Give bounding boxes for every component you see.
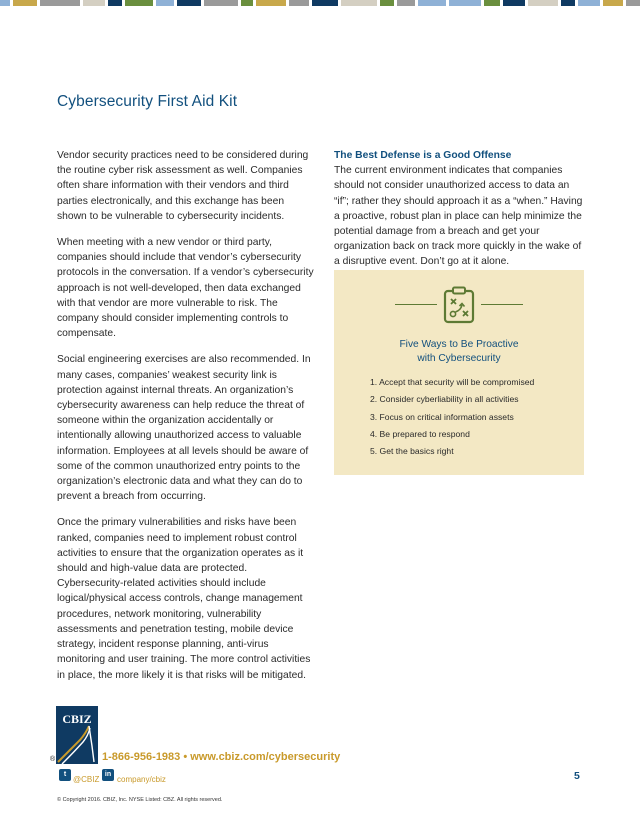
list-item: 5. Get the basics right <box>370 446 454 457</box>
stripe-segment <box>40 0 80 6</box>
stripe-segment <box>484 0 500 6</box>
stripe-segment <box>83 0 105 6</box>
list-item: 1. Accept that security will be compromised <box>370 377 535 387</box>
left-text-column <box>57 148 315 694</box>
stripe-segment <box>204 0 238 6</box>
stripe-segment <box>177 0 201 6</box>
proactive-tips-callout <box>334 270 584 475</box>
stripe-segment <box>449 0 481 6</box>
linkedin-handle[interactable]: company/cbiz <box>117 775 166 784</box>
divider-line <box>481 304 523 305</box>
stripe-segment <box>13 0 37 6</box>
stripe-segment <box>256 0 286 6</box>
callout-heading: Five Ways to Be Proactive with Cybersecurity <box>399 339 519 364</box>
body-paragraph: Vendor security practices need to be considered during the routine cyber risk assessment as well. Companies often share information with their vendors and third parties electronically, and this exchange has been shown to be vulnerable to cybersecurity incidents. <box>57 150 309 222</box>
stripe-segment <box>561 0 575 6</box>
stripe-segment <box>341 0 377 6</box>
stripe-segment <box>626 0 640 6</box>
stripe-segment <box>0 0 10 6</box>
stripe-segment <box>289 0 309 6</box>
stripe-segment <box>125 0 153 6</box>
contact-line[interactable]: 1-866-956-1983 • www.cbiz.com/cybersecurity <box>102 751 341 763</box>
divider-line <box>395 304 437 305</box>
copyright-notice: © Copyright 2016. CBIZ, Inc. NYSE Listed: CBZ. All rights reserved. <box>57 797 223 803</box>
clipboard-strategy-icon <box>441 286 477 329</box>
stripe-segment <box>241 0 253 6</box>
stripe-segment <box>578 0 600 6</box>
cbiz-logo: CBIZ <box>56 706 98 764</box>
section-subheading: The Best Defense is a Good Offense <box>334 150 512 161</box>
body-paragraph: Once the primary vulnerabilities and risks have been ranked, companies need to implement robust control activities to ensure that the organization operates as it should and high-value data are protected. Cybersecurity-related activities should include logical/physical access controls, change management procedures, network monitoring, vulnerability assessments and penetration testing, mobile device strategy, incident response planning, anti-virus monitoring and user training. The more control activities in place, the more likely it is that risks will be mitigated. <box>57 517 311 681</box>
stripe-segment <box>603 0 623 6</box>
twitter-handle[interactable]: @CBIZ <box>73 775 100 784</box>
stripe-segment <box>312 0 338 6</box>
body-paragraph: Social engineering exercises are also recommended. In many cases, companies’ weakest security link is protection against internal threats. An organization’s cybersecurity awareness can help reduce the threat of someone within the organization accidentally or intentionally allowing unauthorized access to valuable information. Employees at all levels should be aware of some of the common unauthorized entry points to the organization’s electronic data and what they can do to prevent a breach from occurring. <box>57 354 311 503</box>
page-title: Cybersecurity First Aid Kit <box>57 93 238 110</box>
stripe-segment <box>397 0 415 6</box>
registered-mark: ® <box>50 756 56 763</box>
list-item: 2. Consider cyberliability in all activities <box>370 394 519 405</box>
stripe-segment <box>503 0 525 6</box>
page-number: 5 <box>574 770 580 782</box>
stripe-segment <box>156 0 174 6</box>
decorative-color-stripe <box>0 0 640 6</box>
twitter-icon[interactable]: t <box>59 769 71 781</box>
tips-list <box>370 376 534 462</box>
stripe-segment <box>380 0 394 6</box>
linkedin-icon[interactable]: in <box>102 769 114 781</box>
list-item: 3. Focus on critical information assets <box>370 411 514 422</box>
stripe-segment <box>108 0 122 6</box>
list-item: 4. Be prepared to respond <box>370 428 470 439</box>
stripe-segment <box>528 0 558 6</box>
stripe-segment <box>418 0 446 6</box>
right-text-column <box>334 148 586 270</box>
body-paragraph: The current environment indicates that companies should not consider unauthorized access to data an “if”; rather they should approach it as a “when.” Having a proactive, robust plan in place can help minimize the potential damage from a breach and get your organization back on track more quickly in the wake of a disruptive event. Don’t go at it alone. <box>334 165 583 268</box>
body-paragraph: When meeting with a new vendor or third party, companies should include that vendor’s cybersecurity protocols in the conversation. If a vendor’s cybersecurity approach is not well-developed, then data exchanged with that vendor are more vulnerable to risk. The company should consider implementing controls to compensate. <box>57 237 314 340</box>
